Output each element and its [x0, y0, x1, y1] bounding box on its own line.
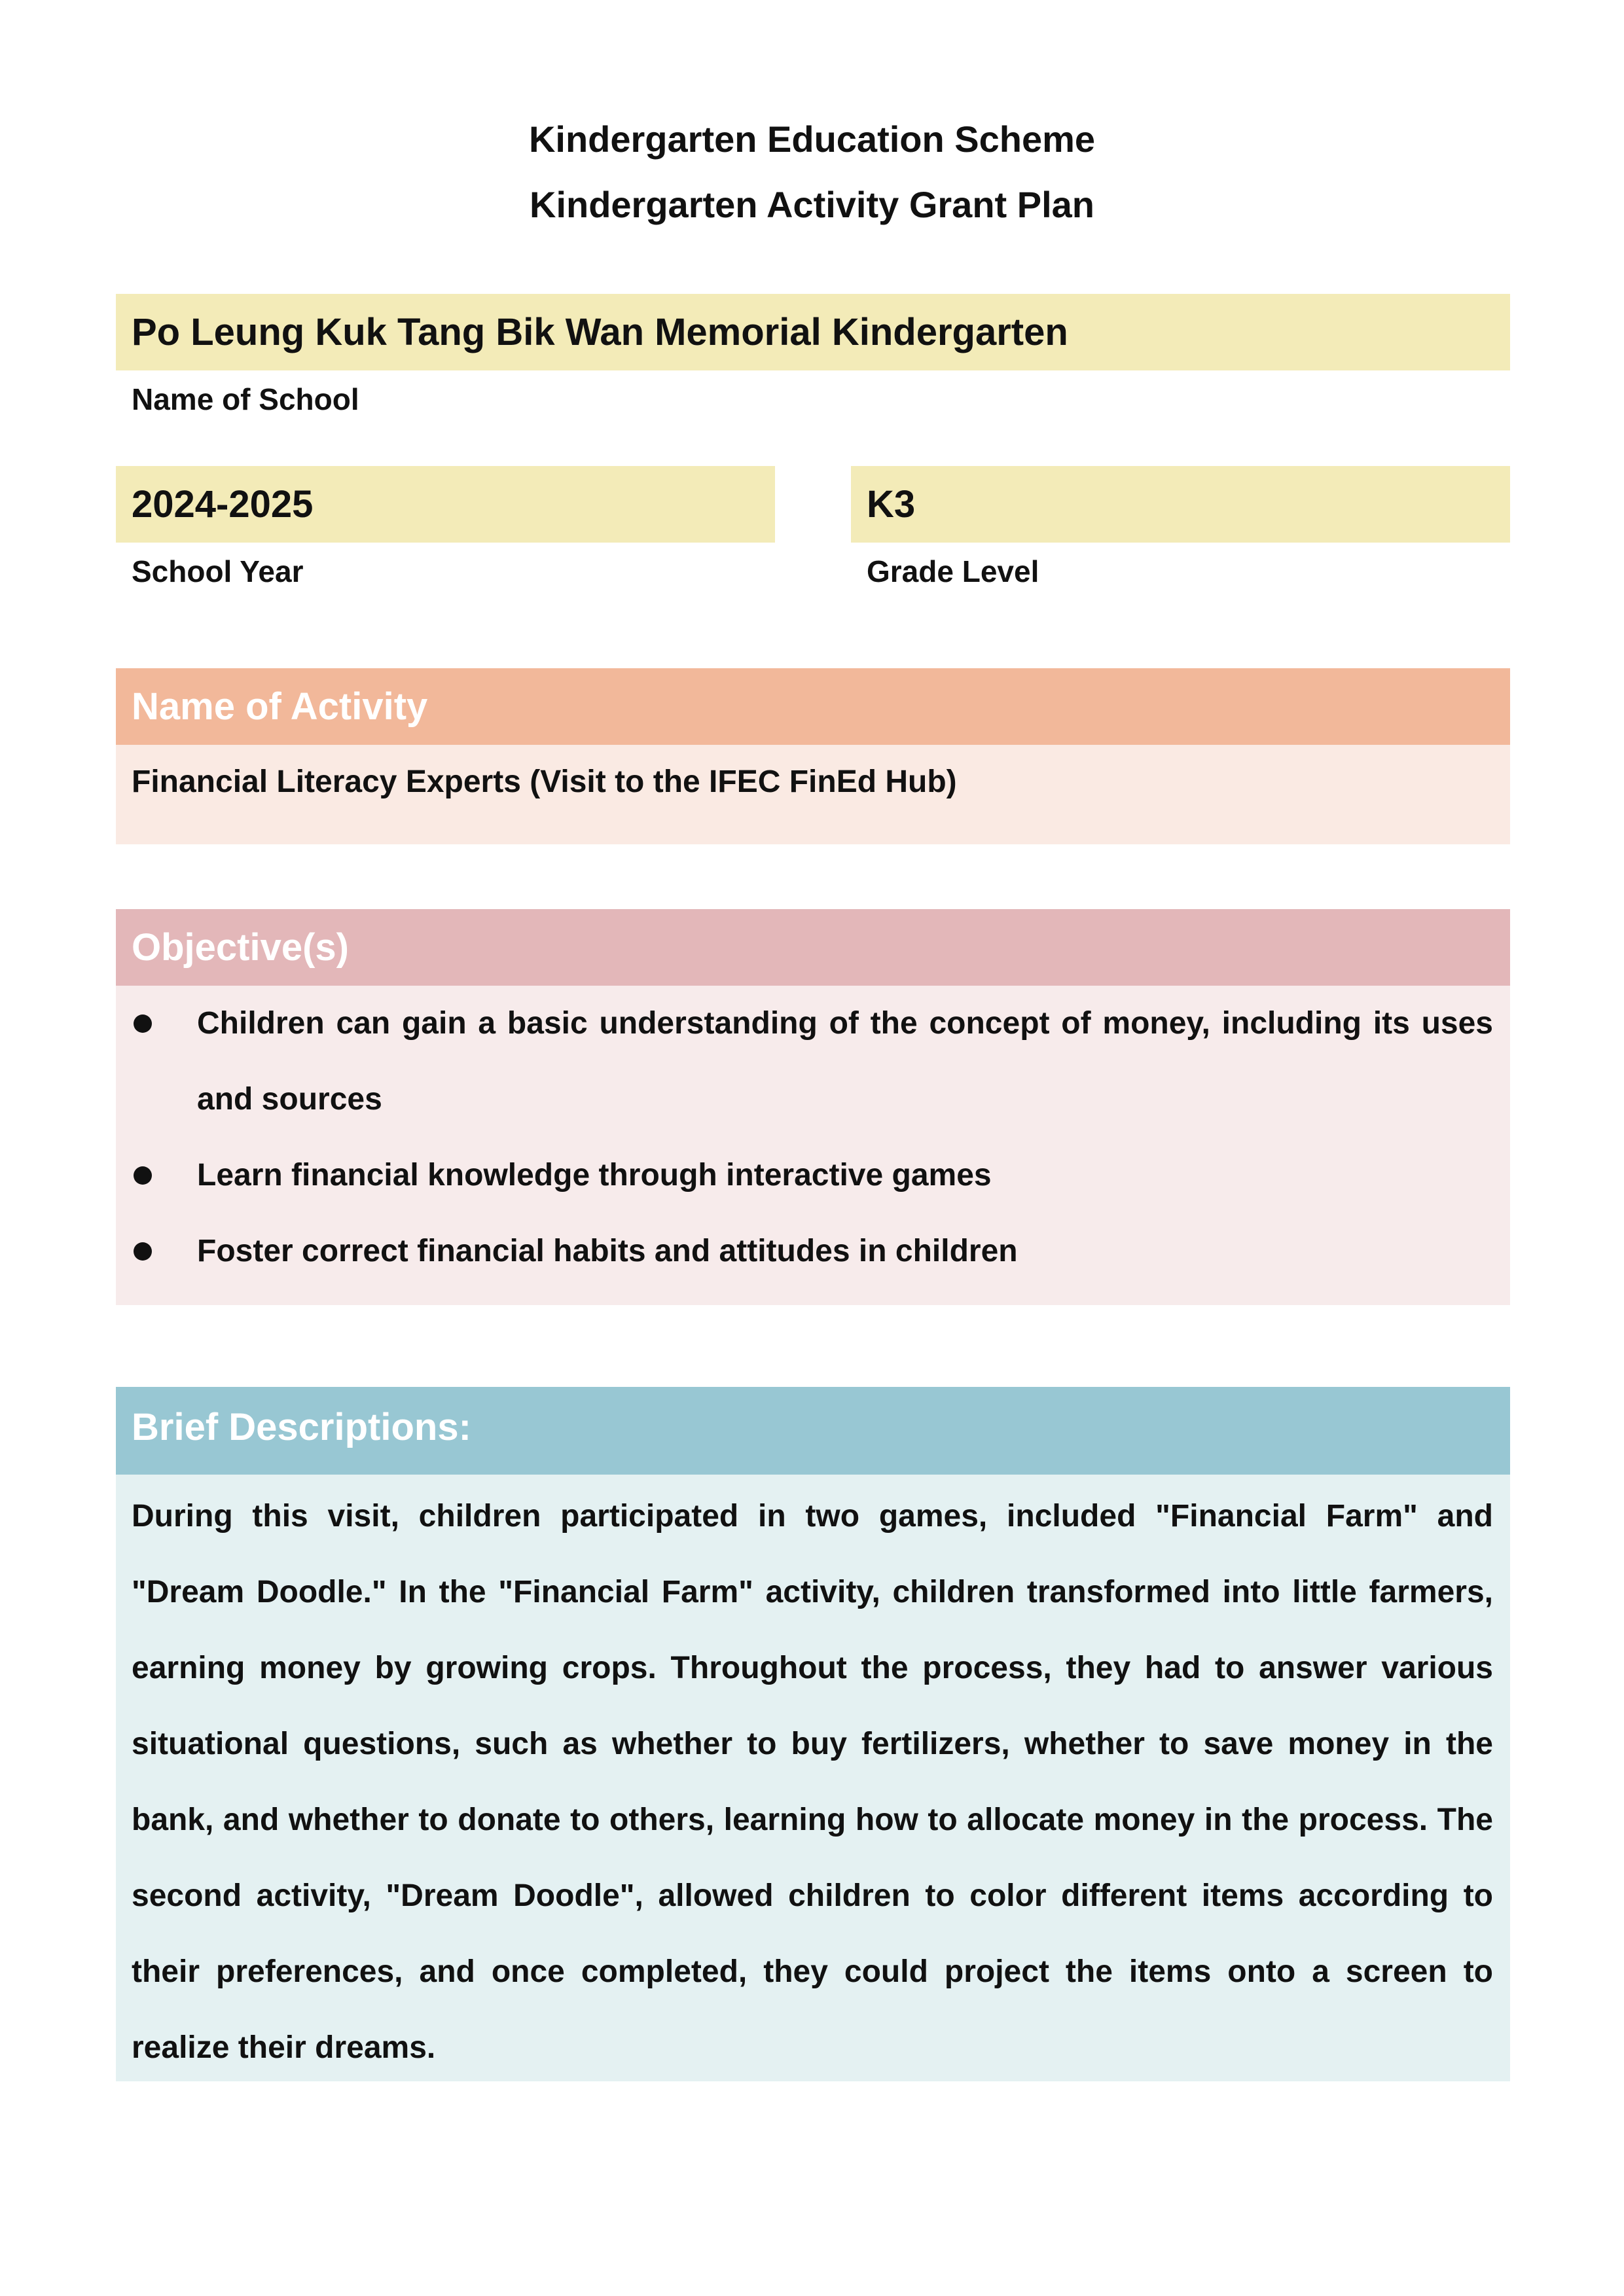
- school-year-value: 2024-2025: [132, 483, 314, 526]
- description-section-header: [116, 1387, 1510, 1475]
- document-subtitle: Kindergarten Activity Grant Plan: [530, 184, 1094, 225]
- grade-level-label: Grade Level: [867, 554, 1039, 588]
- school-name-label: Name of School: [132, 382, 359, 416]
- objectives-section-header: [116, 909, 1510, 986]
- activity-name: Financial Literacy Experts (Visit to the IFEC FinEd Hub): [116, 745, 1510, 844]
- school-name-value: Po Leung Kuk Tang Bik Wan Memorial Kindergarten: [132, 311, 1068, 353]
- activity-header-label: Name of Activity: [132, 685, 428, 728]
- objectives-header-label: Objective(s): [132, 926, 349, 969]
- objectives-list: [116, 986, 1510, 1305]
- school-year-field: [116, 466, 775, 543]
- description-header-label: Brief Descriptions:: [132, 1406, 471, 1448]
- objective-item: Foster correct financial habits and attitudes in children: [197, 1234, 1018, 1268]
- grade-level-value: K3: [867, 483, 916, 526]
- school-year-label: School Year: [132, 554, 304, 588]
- description-text: During this visit, children participated in two games, included "Financial Farm" and "Dream Doodle." In the "Financial Farm" activity, children transformed into little farmers, earning money by growing crops. Throughout the process, they had to answer various situational questions, such as whether to buy fertilizers, whether to save money in the bank, and whether to donate to others, learning how to allocate money in the process. The second activity, "Dream Doodle", allowed children to color different items according to their preferences, and once completed, they could project the items onto a screen to realize their dreams.: [116, 1475, 1510, 2081]
- objective-item: Children can gain a basic understanding of the concept of money, including its uses and sources: [197, 1006, 1493, 1117]
- activity-section-header: [116, 668, 1510, 745]
- document-title: Kindergarten Education Scheme: [528, 118, 1096, 160]
- objective-item: Learn financial knowledge through interactive games: [197, 1158, 992, 1193]
- school-name-field: [116, 294, 1510, 370]
- grade-level-field: [851, 466, 1510, 543]
